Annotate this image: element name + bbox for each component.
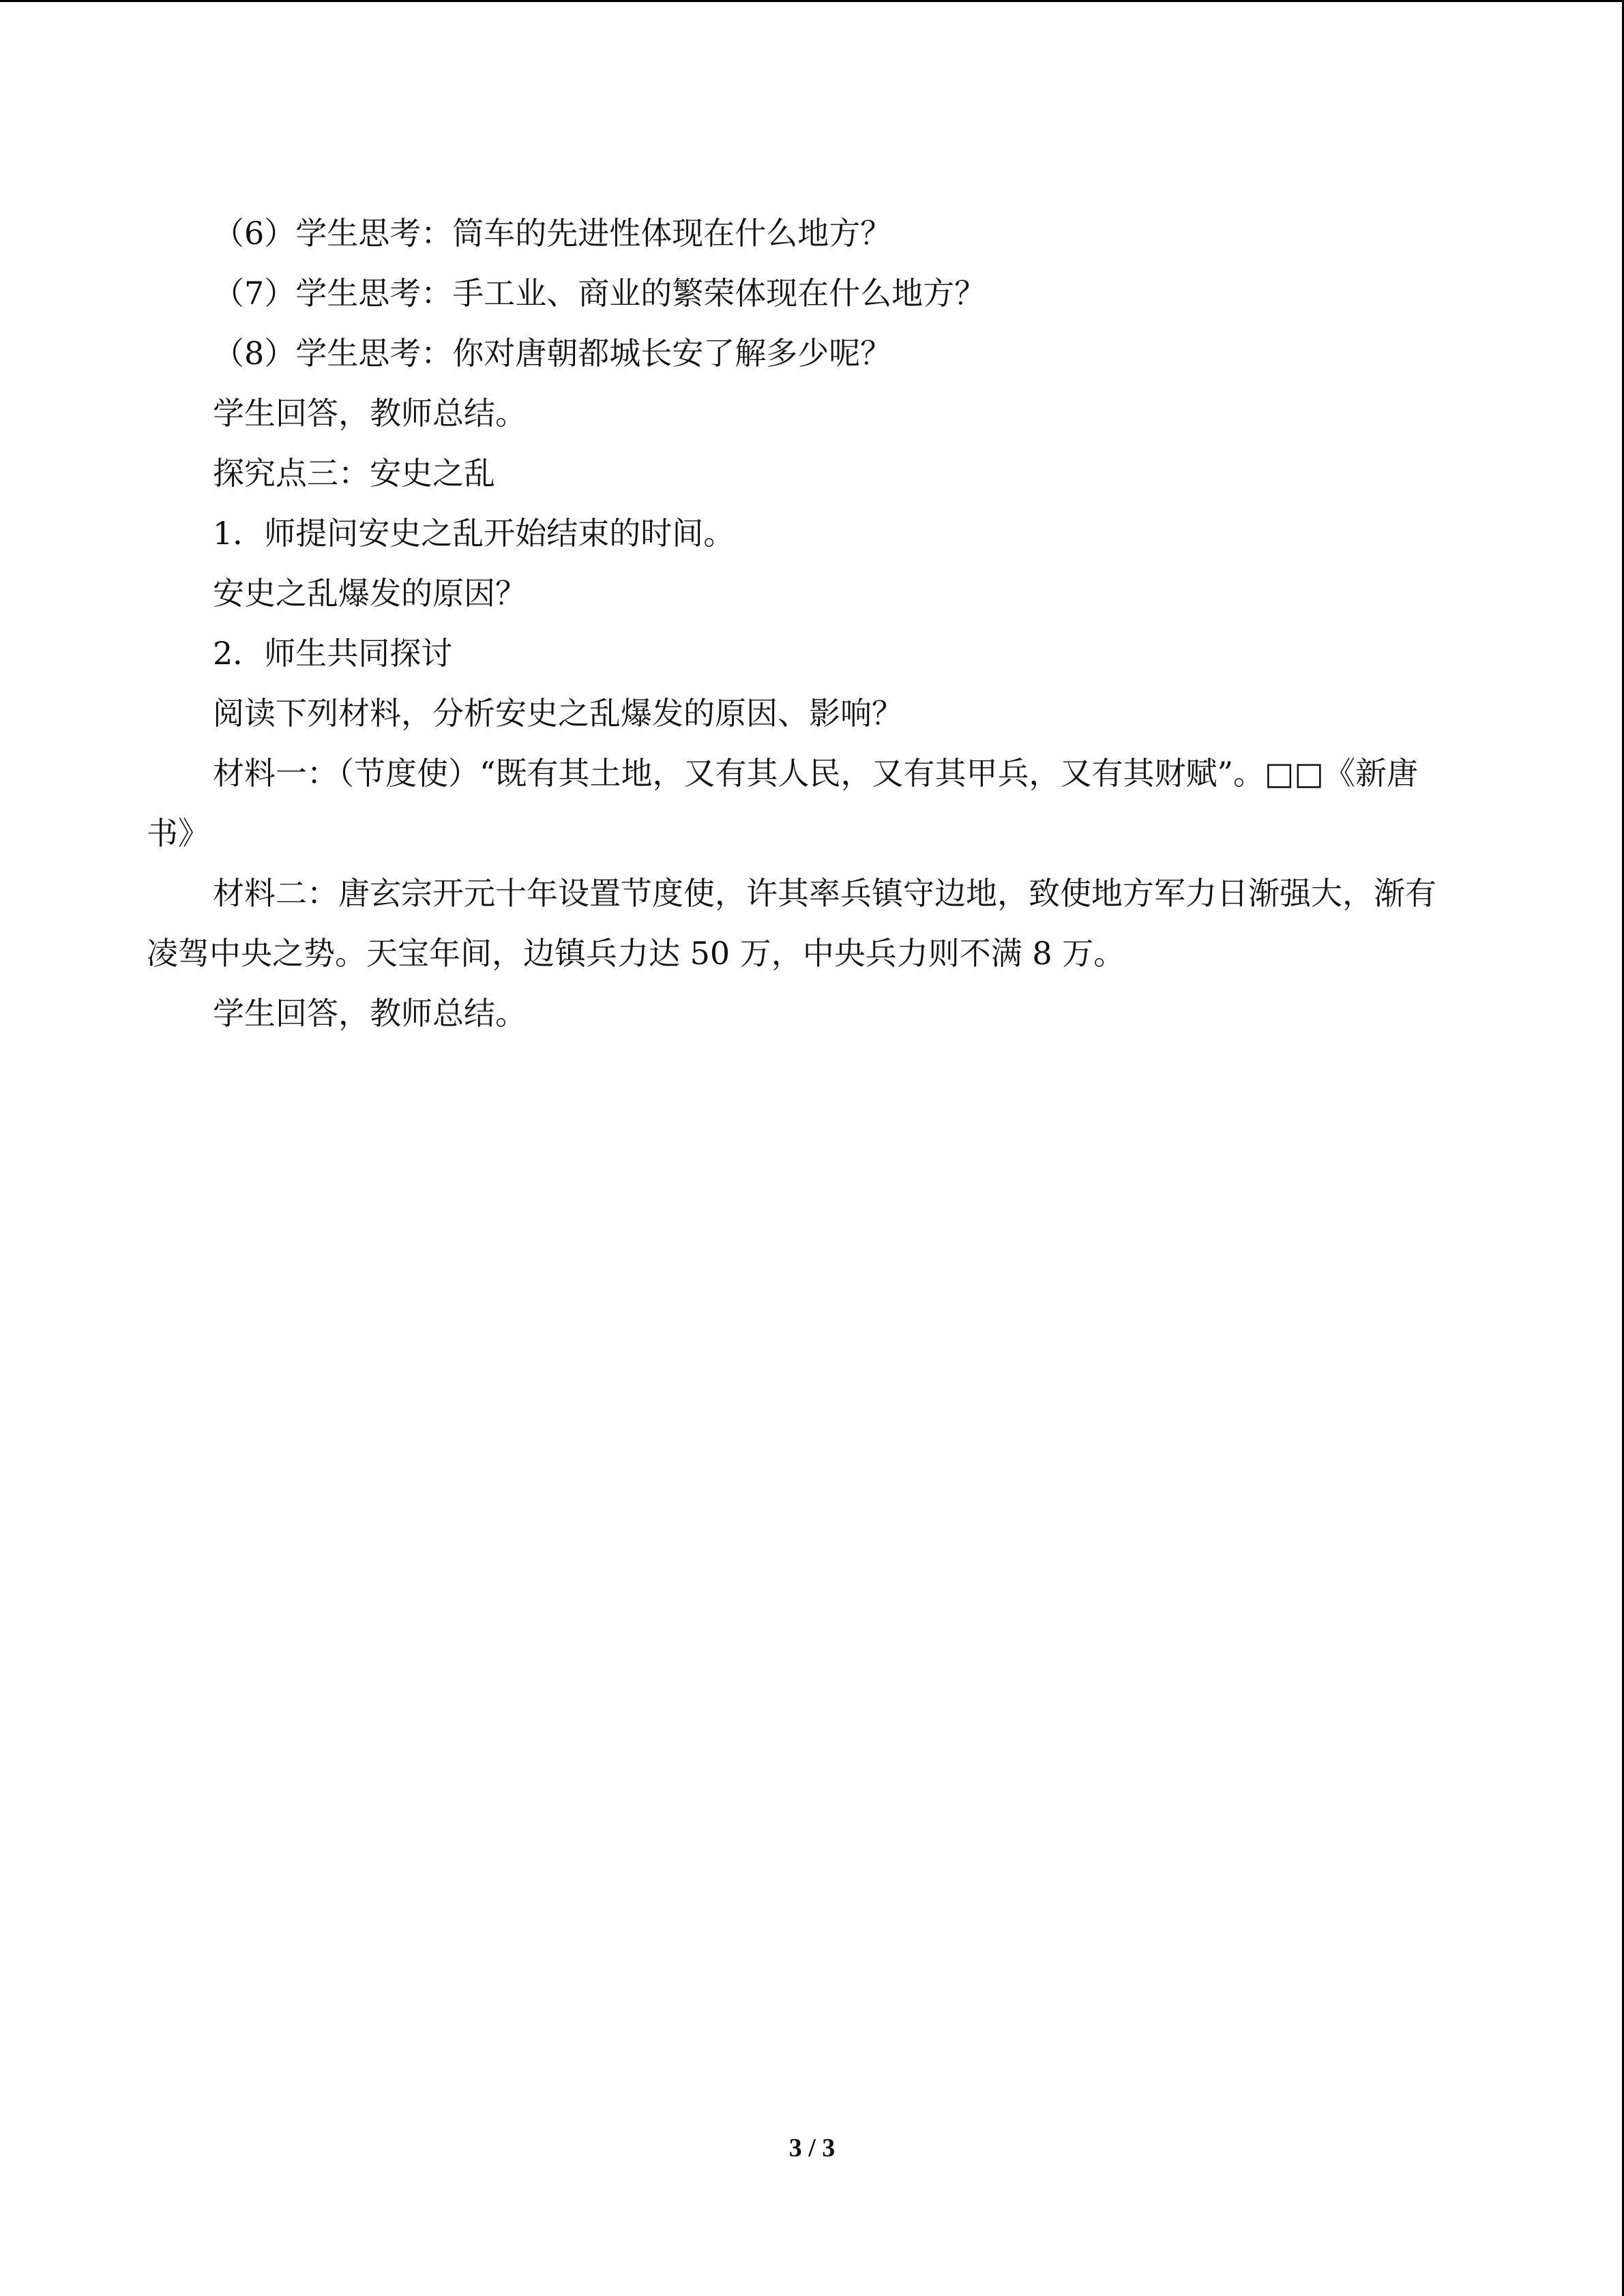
paragraph-material-2: 材料二：唐玄宗开元十年设置节度使，许其率兵镇守边地，致使地方军力日渐强大，渐有凌驾中央之势。天宝年间，边镇兵力达 50 万，中央兵力则不满 8 万。 — [147, 875, 1436, 972]
paragraph-question-7: （7）学生思考：手工业、商业的繁荣体现在什么地方？ — [213, 275, 986, 312]
paragraph-question-8: （8）学生思考：你对唐朝都城长安了解多少呢？ — [213, 335, 892, 372]
paragraph-reading-prompt: 阅读下列材料，分析安史之乱爆发的原因、影响？ — [213, 695, 903, 732]
paragraph-summary-1: 学生回答，教师总结。 — [213, 395, 527, 432]
paragraph-material-1: 材料一：（节度使）“既有其土地，又有其人民，又有其甲兵，又有其财赋”。□□《新唐书》 — [147, 755, 1418, 852]
paragraph-step-2: 2．师生共同探讨 — [213, 635, 453, 672]
paragraph-inquiry-heading: 探究点三：安史之乱 — [213, 455, 495, 492]
page-number: 3 / 3 — [788, 2134, 836, 2162]
paragraph-step-1: 1．师提问安史之乱开始结束的时间。 — [213, 515, 735, 552]
paragraph-summary-2: 学生回答，教师总结。 — [213, 995, 527, 1032]
paragraph-question-6: （6）学生思考：筒车的先进性体现在什么地方？ — [213, 215, 892, 252]
paragraph-cause-question: 安史之乱爆发的原因？ — [213, 575, 527, 612]
document-body — [147, 203, 1463, 1043]
